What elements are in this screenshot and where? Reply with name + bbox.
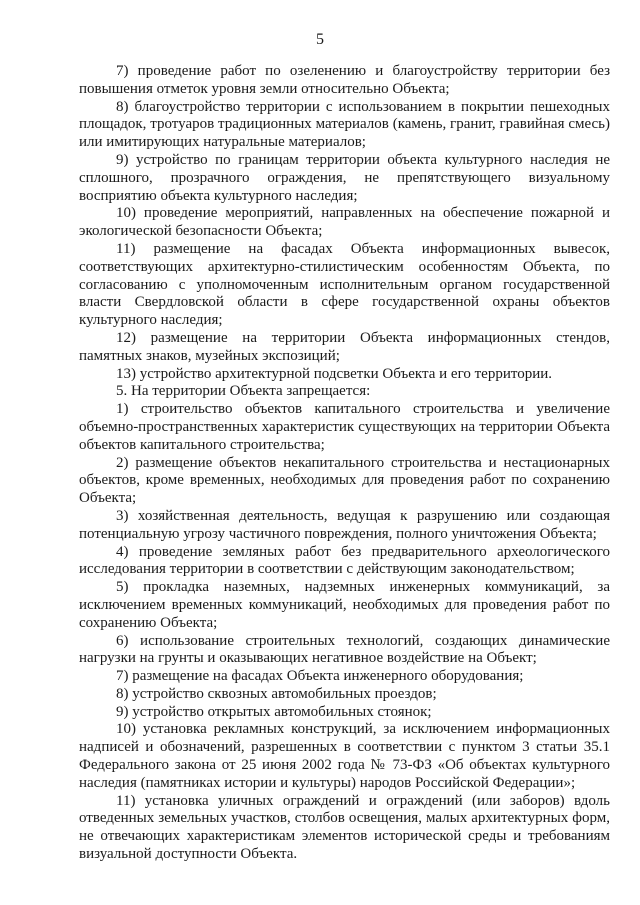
paragraph: 10) установка рекламных конструкций, за исключением информационных надписей и обозначений, разрешенных в соответствии с пунктом 3 статьи 35.1 Федерального закона от 25 июня 2002 года № 73-ФЗ «Об объектах культурного наследия (памятниках истории и культуры) народов Российской Федерации»;	[79, 721, 610, 791]
paragraph: 1) строительство объектов капитального строительства и увеличение объемно-пространственных характеристик существующих на территории Объекта объектов капитального строительства;	[79, 401, 610, 453]
document-body	[79, 63, 610, 864]
paragraph: 6) использование строительных технологий, создающих динамические нагрузки на грунты и оказывающих негативное воздействие на Объект;	[79, 632, 610, 667]
paragraph: 9) устройство открытых автомобильных стоянок;	[116, 703, 432, 720]
paragraph: 13) устройство архитектурной подсветки Объекта и его территории.	[116, 365, 553, 382]
paragraph: 8) благоустройство территории с использованием в покрытии пешеходных площадок, тротуаров традиционных материалов (камень, гранит, гравийная смесь) или имитирующих натуральные материалов;	[79, 98, 610, 151]
paragraph: 10) проведение мероприятий, направленных на обеспечение пожарной и экологической безопасности Объекта;	[79, 205, 610, 240]
page-number: 5	[316, 31, 324, 48]
paragraph: 7) размещение на фасадах Объекта инженерного оборудования;	[116, 668, 524, 685]
paragraph: 2) размещение объектов некапитального строительства и нестационарных объектов, кроме временных, необходимых для проведения работ по сохранению Объекта;	[79, 454, 610, 507]
paragraph: 12) размещение на территории Объекта информационных стендов, памятных знаков, музейных экспозиций;	[79, 329, 610, 364]
paragraph: 3) хозяйственная деятельность, ведущая к разрушению или создающая потенциальную угрозу частичного повреждения, полного уничтожения Объекта;	[79, 507, 610, 542]
paragraph: 11) установка уличных ограждений и ограждений (или заборов) вдоль отведенных земельных участков, столбов освещения, малых архитектурных форм, не отвечающих характеристикам элементов исторической среды и требованиям визуальной доступности Объекта.	[79, 792, 610, 863]
paragraph: 5) прокладка наземных, надземных инженерных коммуникаций, за исключением временных коммуникаций, необходимых для проведения работ по сохранению Объекта;	[79, 579, 610, 631]
paragraph: 7) проведение работ по озеленению и благоустройству территории без повышения отметок уровня земли относительно Объекта;	[79, 63, 610, 97]
paragraph: 8) устройство сквозных автомобильных проездов;	[116, 685, 437, 702]
paragraph: 9) устройство по границам территории объекта культурного наследия не сплошного, прозрачного ограждения, не препятствующего визуальному восприятию объекта культурного наследия;	[79, 151, 610, 204]
section-heading: 5. На территории Объекта запрещается:	[116, 383, 371, 400]
paragraph: 11) размещение на фасадах Объекта информационных вывесок, соответствующих архитектурно-стилистическим особенностям Объекта, по согласованию с уполномоченным исполнительным органом государственной власти Свердловской области в сфере государственной охраны объектов культурного наследия;	[79, 240, 610, 329]
paragraph: 4) проведение земляных работ без предварительного археологического исследования территории в соответствии с действующим законодательством;	[79, 543, 610, 578]
